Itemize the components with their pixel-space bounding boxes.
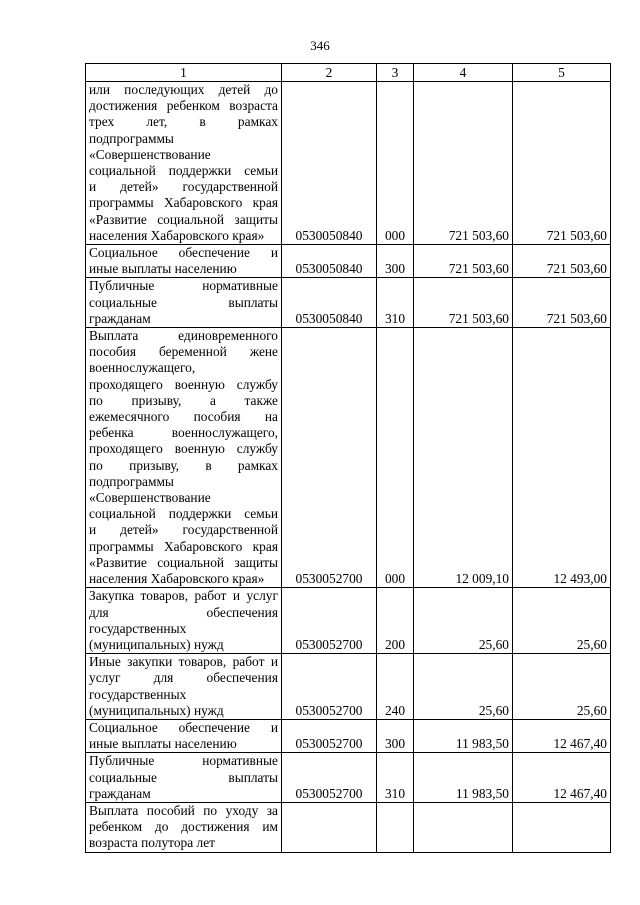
description-line: «Совершенствование — [89, 146, 211, 162]
description-line: социальной поддержки семьи — [89, 506, 278, 522]
description-line: социальной поддержки семьи — [89, 163, 278, 179]
description-line: (муниципальных) нужд — [89, 702, 224, 718]
expense-type-code — [377, 802, 414, 852]
expense-type-code: 300 — [377, 245, 414, 278]
description-line: «Совершенствование — [89, 490, 211, 506]
amount-year-2: 12 467,40 — [513, 719, 611, 752]
column-header-3: 3 — [377, 64, 414, 82]
target-article-code: 0530052700 — [282, 753, 377, 803]
description-line: проходящего военную службу — [89, 441, 278, 457]
row-description — [86, 753, 282, 803]
description-line: «Развитие социальной защиты — [89, 554, 278, 570]
row-description — [86, 588, 282, 654]
expense-type-code: 310 — [377, 278, 414, 328]
description-line: проходящего военную службу — [89, 376, 278, 392]
row-description — [86, 278, 282, 328]
amount-year-2: 721 503,60 — [513, 278, 611, 328]
description-line: по призыву, в рамках — [89, 457, 278, 473]
target-article-code — [282, 802, 377, 852]
table-row — [86, 328, 611, 588]
description-line: иные выплаты населению — [89, 736, 237, 752]
amount-year-2: 721 503,60 — [513, 82, 611, 245]
amount-year-2 — [513, 802, 611, 852]
description-line: Выплата единовременного — [89, 328, 278, 344]
amount-year-1: 721 503,60 — [414, 278, 513, 328]
expense-type-code: 000 — [377, 82, 414, 245]
expense-type-code: 300 — [377, 719, 414, 752]
row-description — [86, 802, 282, 852]
row-description — [86, 654, 282, 720]
amount-year-2: 721 503,60 — [513, 245, 611, 278]
description-line: Выплата пособий по уходу за — [89, 802, 278, 818]
row-description — [86, 719, 282, 752]
description-line: государственных — [89, 620, 187, 636]
description-line: и детей» государственной — [89, 522, 278, 538]
table-row — [86, 82, 611, 245]
description-line: пособия беременной жене — [89, 344, 278, 360]
column-header-1: 1 — [86, 64, 282, 82]
amount-year-2: 12 493,00 — [513, 328, 611, 588]
description-line: программы Хабаровского края — [89, 195, 278, 211]
table-row — [86, 245, 611, 278]
amount-year-1: 25,60 — [414, 654, 513, 720]
row-description — [86, 328, 282, 588]
description-line: Публичные нормативные — [89, 278, 278, 294]
description-line: и детей» государственной — [89, 179, 278, 195]
amount-year-1: 721 503,60 — [414, 82, 513, 245]
table-row — [86, 719, 611, 752]
expense-type-code: 310 — [377, 753, 414, 803]
description-line: ребенком до достижения им — [89, 819, 278, 835]
target-article-code: 0530050840 — [282, 82, 377, 245]
amount-year-1 — [414, 802, 513, 852]
row-description — [86, 82, 282, 245]
target-article-code: 0530052700 — [282, 328, 377, 588]
description-line: или последующих детей до — [89, 82, 278, 97]
description-line: услуг для обеспечения — [89, 670, 278, 686]
description-line: подпрограммы — [89, 130, 174, 146]
description-line: Закупка товаров, работ и услуг — [89, 588, 278, 604]
amount-year-2: 25,60 — [513, 588, 611, 654]
expense-type-code: 240 — [377, 654, 414, 720]
table-row — [86, 588, 611, 654]
target-article-code: 0530050840 — [282, 278, 377, 328]
target-article-code: 0530052700 — [282, 588, 377, 654]
description-line: государственных — [89, 686, 187, 702]
column-header-5: 5 — [513, 64, 611, 82]
description-line: Социальное обеспечение и — [89, 719, 278, 735]
amount-year-1: 11 983,50 — [414, 719, 513, 752]
description-line: населения Хабаровского края» — [89, 571, 265, 587]
description-line: по призыву, а также — [89, 392, 278, 408]
description-line: социальные выплаты — [89, 769, 278, 785]
column-header-2: 2 — [282, 64, 377, 82]
amount-year-1: 721 503,60 — [414, 245, 513, 278]
description-line: подпрограммы — [89, 473, 174, 489]
budget-table — [85, 63, 611, 853]
description-line: для обеспечения — [89, 604, 278, 620]
expense-type-code: 200 — [377, 588, 414, 654]
table-row — [86, 654, 611, 720]
table-row — [86, 278, 611, 328]
description-line: военнослужащего, — [89, 360, 196, 376]
description-line: населения Хабаровского края» — [89, 227, 265, 243]
page-number: 346 — [310, 38, 330, 53]
description-line: программы Хабаровского края — [89, 538, 278, 554]
amount-year-2: 25,60 — [513, 654, 611, 720]
description-line: иные выплаты населению — [89, 261, 237, 277]
description-line: трех лет, в рамках — [89, 114, 278, 130]
column-header-4: 4 — [414, 64, 513, 82]
description-line: Иные закупки товаров, работ и — [89, 654, 278, 670]
description-line: гражданам — [89, 785, 151, 801]
row-description — [86, 245, 282, 278]
description-line: Социальное обеспечение и — [89, 245, 278, 261]
target-article-code: 0530050840 — [282, 245, 377, 278]
description-line: Публичные нормативные — [89, 753, 278, 769]
description-line: «Развитие социальной защиты — [89, 211, 278, 227]
target-article-code: 0530052700 — [282, 719, 377, 752]
target-article-code: 0530052700 — [282, 654, 377, 720]
description-line: социальные выплаты — [89, 294, 278, 310]
description-line: ежемесячного пособия на — [89, 409, 278, 425]
amount-year-1: 12 009,10 — [414, 328, 513, 588]
table-header-row — [86, 64, 611, 82]
amount-year-2: 12 467,40 — [513, 753, 611, 803]
description-line: гражданам — [89, 310, 151, 326]
table-row — [86, 753, 611, 803]
amount-year-1: 25,60 — [414, 588, 513, 654]
amount-year-1: 11 983,50 — [414, 753, 513, 803]
description-line: (муниципальных) нужд — [89, 636, 224, 652]
description-line: ребенка военнослужащего, — [89, 425, 278, 441]
expense-type-code: 000 — [377, 328, 414, 588]
description-line: достижения ребенком возраста — [89, 98, 278, 114]
description-line: возраста полутора лет — [89, 835, 216, 851]
table-row — [86, 802, 611, 852]
